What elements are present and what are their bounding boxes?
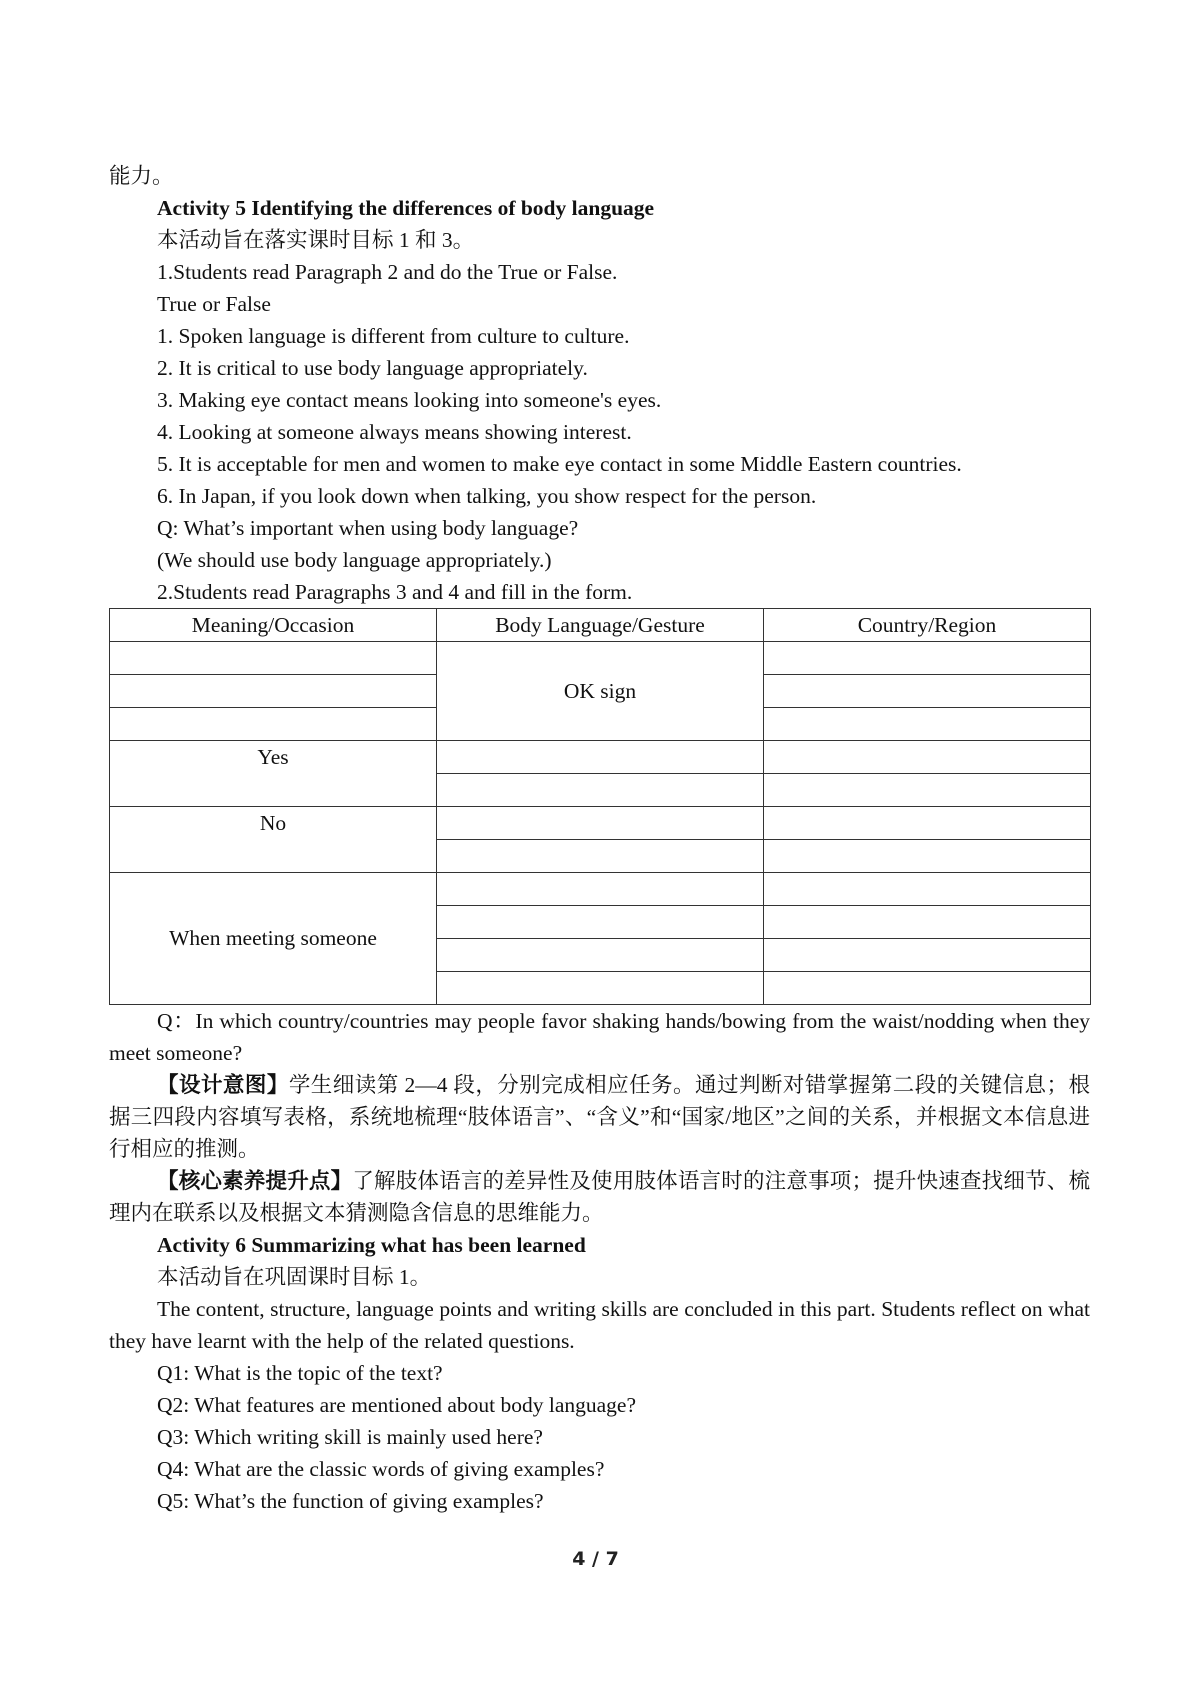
- table-row: [110, 741, 1091, 774]
- answer-body-language: (We should use body language appropriately.): [157, 548, 552, 572]
- blank-cell[interactable]: [764, 708, 1091, 741]
- blank-cell[interactable]: [764, 807, 1091, 840]
- blank-cell[interactable]: [437, 741, 764, 774]
- fill-in-form-table: [109, 608, 1091, 1005]
- blank-cell[interactable]: [110, 708, 437, 741]
- blank-cell[interactable]: [764, 675, 1091, 708]
- question-body-language: Q: What’s important when using body language?: [157, 516, 579, 540]
- page-number: 4 / 7: [572, 1548, 619, 1570]
- blank-cell[interactable]: [437, 873, 764, 906]
- blank-cell[interactable]: [764, 642, 1091, 675]
- true-false-heading: True or False: [157, 292, 271, 316]
- blank-cell[interactable]: [437, 906, 764, 939]
- activity-5-goal: 本活动旨在落实课时目标 1 和 3。: [157, 228, 475, 252]
- design-intent-text: 学生细读第 2—4 段，分别完成相应任务。通过判断对错掌握第二段的关键信息；根据三四段内容填写表格，系统地梳理“肢体语言”、“含义”和“国家/地区”之间的关系，并根据文本信息进行相应的推测。: [109, 1073, 1090, 1161]
- design-intent-paragraph: [109, 1069, 1090, 1165]
- blank-cell[interactable]: [764, 840, 1091, 873]
- blank-cell[interactable]: [110, 642, 437, 675]
- core-literacy-text: 了解肢体语言的差异性及使用肢体语言时的注意事项；提升快速查找细节、梳理内在联系以及根据文本猜测隐含信息的思维能力。: [109, 1169, 1090, 1225]
- activity-5-heading: Activity 5 Identifying the differences of body language: [157, 196, 655, 220]
- blank-cell[interactable]: [437, 774, 764, 807]
- blank-cell[interactable]: [437, 972, 764, 1005]
- meeting-cell: When meeting someone: [110, 873, 437, 1005]
- design-intent-label: 【设计意图】: [157, 1073, 289, 1097]
- table-header-row: [110, 609, 1091, 642]
- table-row: [110, 873, 1091, 906]
- page-content: [109, 160, 1090, 1517]
- blank-cell[interactable]: [764, 972, 1091, 1005]
- blank-cell[interactable]: [110, 675, 437, 708]
- blank-cell[interactable]: [764, 939, 1091, 972]
- statement-3: 3. Making eye contact means looking into someone's eyes.: [157, 388, 662, 412]
- table-row: [110, 807, 1091, 840]
- statement-2: 2. It is critical to use body language appropriately.: [157, 356, 588, 380]
- blank-cell[interactable]: [764, 741, 1091, 774]
- text-line: 能力。: [109, 164, 174, 188]
- summary-question-3: Q3: Which writing skill is mainly used here?: [157, 1425, 543, 1449]
- question-greeting: Q：In which country/countries may people favor shaking hands/bowing from the waist/nodding when they meet someone?: [109, 1009, 1090, 1065]
- table-row: [110, 642, 1091, 675]
- yes-cell: Yes: [110, 741, 437, 807]
- statement-1: 1. Spoken language is different from culture to culture.: [157, 324, 630, 348]
- task-1-instruction: 1.Students read Paragraph 2 and do the True or False.: [157, 260, 618, 284]
- statement-6: 6. In Japan, if you look down when talking, you show respect for the person.: [157, 484, 817, 508]
- blank-cell[interactable]: [437, 807, 764, 840]
- header-meaning: Meaning/Occasion: [110, 609, 437, 642]
- statement-4: 4. Looking at someone always means showing interest.: [157, 420, 632, 444]
- activity-6-goal: 本活动旨在巩固课时目标 1。: [157, 1265, 432, 1289]
- statement-5: 5. It is acceptable for men and women to make eye contact in some Middle Eastern countries.: [157, 452, 962, 476]
- blank-cell[interactable]: [764, 906, 1091, 939]
- header-gesture: Body Language/Gesture: [437, 609, 764, 642]
- core-literacy-paragraph: [109, 1165, 1090, 1229]
- activity-6-heading: Activity 6 Summarizing what has been learned: [157, 1233, 586, 1257]
- task-2-instruction: 2.Students read Paragraphs 3 and 4 and fill in the form.: [157, 580, 633, 604]
- summary-question-5: Q5: What’s the function of giving examples?: [157, 1489, 544, 1513]
- no-cell: No: [110, 807, 437, 873]
- summary-question-1: Q1: What is the topic of the text?: [157, 1361, 443, 1385]
- ok-sign-cell: OK sign: [437, 642, 764, 741]
- blank-cell[interactable]: [764, 774, 1091, 807]
- summary-question-4: Q4: What are the classic words of giving examples?: [157, 1457, 605, 1481]
- summary-question-2: Q2: What features are mentioned about body language?: [157, 1393, 636, 1417]
- blank-cell[interactable]: [764, 873, 1091, 906]
- header-country: Country/Region: [764, 609, 1091, 642]
- core-literacy-label: 【核心素养提升点】: [157, 1169, 353, 1193]
- blank-cell[interactable]: [437, 939, 764, 972]
- blank-cell[interactable]: [437, 840, 764, 873]
- activity-6-intro: The content, structure, language points and writing skills are concluded in this part. Students reflect on what they have learnt with the help of the related questions.: [109, 1297, 1090, 1353]
